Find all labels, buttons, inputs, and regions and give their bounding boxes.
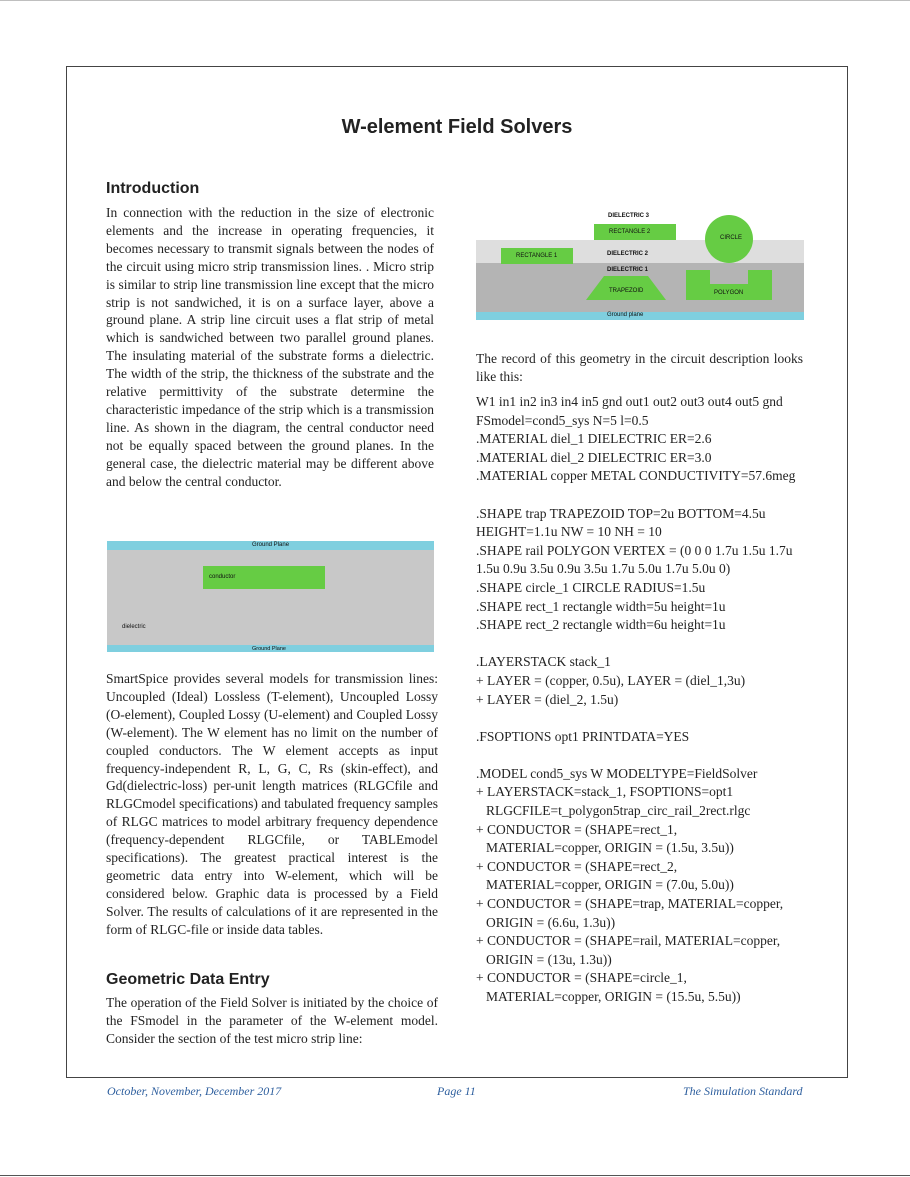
ground-plane-label: Ground plane (607, 312, 644, 318)
code-line: .SHAPE rail POLYGON VERTEX = (0 0 0 1.7u 1.5u 1.7u (476, 542, 793, 558)
code-line: .SHAPE trap TRAPEZOID TOP=2u BOTTOM=4.5u (476, 505, 766, 521)
microstrip-diagram (476, 210, 804, 320)
code-line: + LAYER = (diel_2, 1.5u) (476, 691, 619, 707)
polygon-label: POLYGON (714, 290, 744, 296)
code-line: .MODEL cond5_sys W MODELTYPE=FieldSolver (476, 765, 758, 781)
geometric-data-entry-paragraph: The operation of the Field Solver is initiated by the choice of the FSmodel in the parameter of the W-element model. Consider the section of the test micro strip line: (106, 995, 438, 1046)
code-line: MATERIAL=copper, ORIGIN = (15.5u, 5.5u)) (486, 989, 741, 1004)
circuit-description-code (476, 393, 821, 1007)
top-ground-plane-label: Ground Plane (252, 542, 290, 548)
page-bottom-edge (0, 1175, 910, 1176)
rectangle-2-label: RECTANGLE 2 (609, 229, 651, 235)
page-title: W-element Field Solvers (341, 116, 573, 138)
footer-publication: The Simulation Standard (683, 1084, 803, 1098)
code-line: .MATERIAL copper METAL CONDUCTIVITY=57.6meg (476, 468, 796, 484)
conductor-label: conductor (209, 574, 236, 580)
smartspice-paragraph: SmartSpice provides several models for transmission lines: Uncoupled (Ideal) Lossless (T-element), Uncoupled Lossy (O-element), Coupled Lossy (U-element) and Coupled Lossy (W-element). The W element has no limit on the number of coupled conductors. The W element accepts as input frequency-independent R, L, G, C, Rs (skin-effect), and Gd(dielectric-loss) per-unit length matrices (RLGCfile and RLGCmodel specifications) and tabulated frequency samples of RLGC matrices to model arbitrary frequency dependence (frequency-dependent RLGCfile, or TABLEmodel specifications). The greatest practical interest is the geometric data entry into W-element, which will be considered below. Graphic data is processed by a Field Solver. The results of calculations of it are represented in the form of RLGC-file or inside data tables. (106, 671, 438, 937)
code-line: 1.5u 0.9u 3.5u 0.9u 3.5u 1.7u 5.0u 1.7u 5.0u 0) (476, 561, 731, 577)
geometric-data-entry-heading: Geometric Data Entry (106, 971, 270, 988)
code-line: MATERIAL=copper, ORIGIN = (7.0u, 5.0u)) (486, 877, 734, 893)
footer-date: October, November, December 2017 (107, 1084, 282, 1098)
code-line: + CONDUCTOR = (SHAPE=rail, MATERIAL=copper, (476, 933, 781, 949)
code-line: W1 in1 in2 in3 in4 in5 gnd out1 out2 out3 out4 out5 gnd (476, 394, 783, 409)
bottom-ground-plane-label: Ground Plane (252, 646, 286, 652)
introduction-paragraph: In connection with the reduction in the size of electronic elements and the increase in operating frequencies, it becomes necessary to transmit signals between the nodes of the circuit using micro strip transmission lines. . Micro strip is similar to strip line transmission line except that the micro strip is not sandwiched, it is on a surface layer, above a ground plane. A strip line circuit uses a flat strip of metal which is sandwiched between two parallel ground planes. The insulating material of the substrate forms a dielectric. The width of the strip, the thickness of the substrate and the relative permittivity of the substrate determine the characteristic impedance of the strip which is a transmission line. As shown in the diagram, the central conductor need not be equally spaced between the ground planes. In the general case, the dielectric material may be different above and below the central conductor. (106, 205, 434, 489)
code-line: HEIGHT=1.1u NW = 10 NH = 10 (476, 524, 662, 540)
stripline-diagram (107, 541, 434, 652)
code-line: .SHAPE rect_1 rectangle width=5u height=1u (476, 598, 726, 614)
code-line: .MATERIAL diel_2 DIELECTRIC ER=3.0 (476, 449, 712, 465)
code-blank-line (476, 486, 821, 505)
code-blank-line (476, 635, 821, 654)
code-line: .SHAPE rect_2 rectangle width=6u height=1u (476, 617, 726, 633)
code-line: + CONDUCTOR = (SHAPE=rect_1, (476, 821, 678, 837)
rectangle-1-label: RECTANGLE 1 (516, 253, 558, 259)
code-line: MATERIAL=copper, ORIGIN = (1.5u, 3.5u)) (486, 840, 734, 856)
introduction-heading: Introduction (106, 180, 200, 197)
code-line: ORIGIN = (13u, 1.3u)) (486, 951, 612, 967)
dielectric-2-label: DIELECTRIC 2 (607, 251, 649, 257)
code-line: RLGCFILE=t_polygon5trap_circ_rail_2rect.rlgc (486, 803, 751, 819)
record-intro-paragraph: The record of this geometry in the circuit description looks like this: (476, 351, 803, 384)
code-line: FSmodel=cond5_sys N=5 l=0.5 (476, 412, 649, 428)
code-line: + CONDUCTOR = (SHAPE=trap, MATERIAL=copper, (476, 896, 784, 912)
code-line: .MATERIAL diel_1 DIELECTRIC ER=2.6 (476, 431, 712, 447)
code-blank-line (476, 746, 821, 765)
code-line: + CONDUCTOR = (SHAPE=circle_1, (476, 970, 687, 986)
page-top-edge (0, 0, 910, 1)
code-line: .FSOPTIONS opt1 PRINTDATA=YES (476, 728, 690, 744)
code-line: + CONDUCTOR = (SHAPE=rect_2, (476, 858, 678, 874)
code-blank-line (476, 709, 821, 728)
footer-page-number: Page 11 (437, 1084, 476, 1098)
dielectric-1-label: DIELECTRIC 1 (607, 267, 649, 273)
dielectric-3-label: DIELECTRIC 3 (608, 213, 650, 219)
code-line: ORIGIN = (6.6u, 1.3u)) (486, 914, 616, 930)
dielectric-label: dielectric (122, 624, 146, 630)
code-line: .SHAPE circle_1 CIRCLE RADIUS=1.5u (476, 579, 706, 595)
circle-label: CIRCLE (720, 235, 743, 241)
code-line: + LAYERSTACK=stack_1, FSOPTIONS=opt1 (476, 784, 734, 800)
trapezoid-label: TRAPEZOID (609, 288, 644, 294)
code-line: .LAYERSTACK stack_1 (476, 654, 611, 670)
code-line: + LAYER = (copper, 0.5u), LAYER = (diel_1,3u) (476, 672, 746, 688)
